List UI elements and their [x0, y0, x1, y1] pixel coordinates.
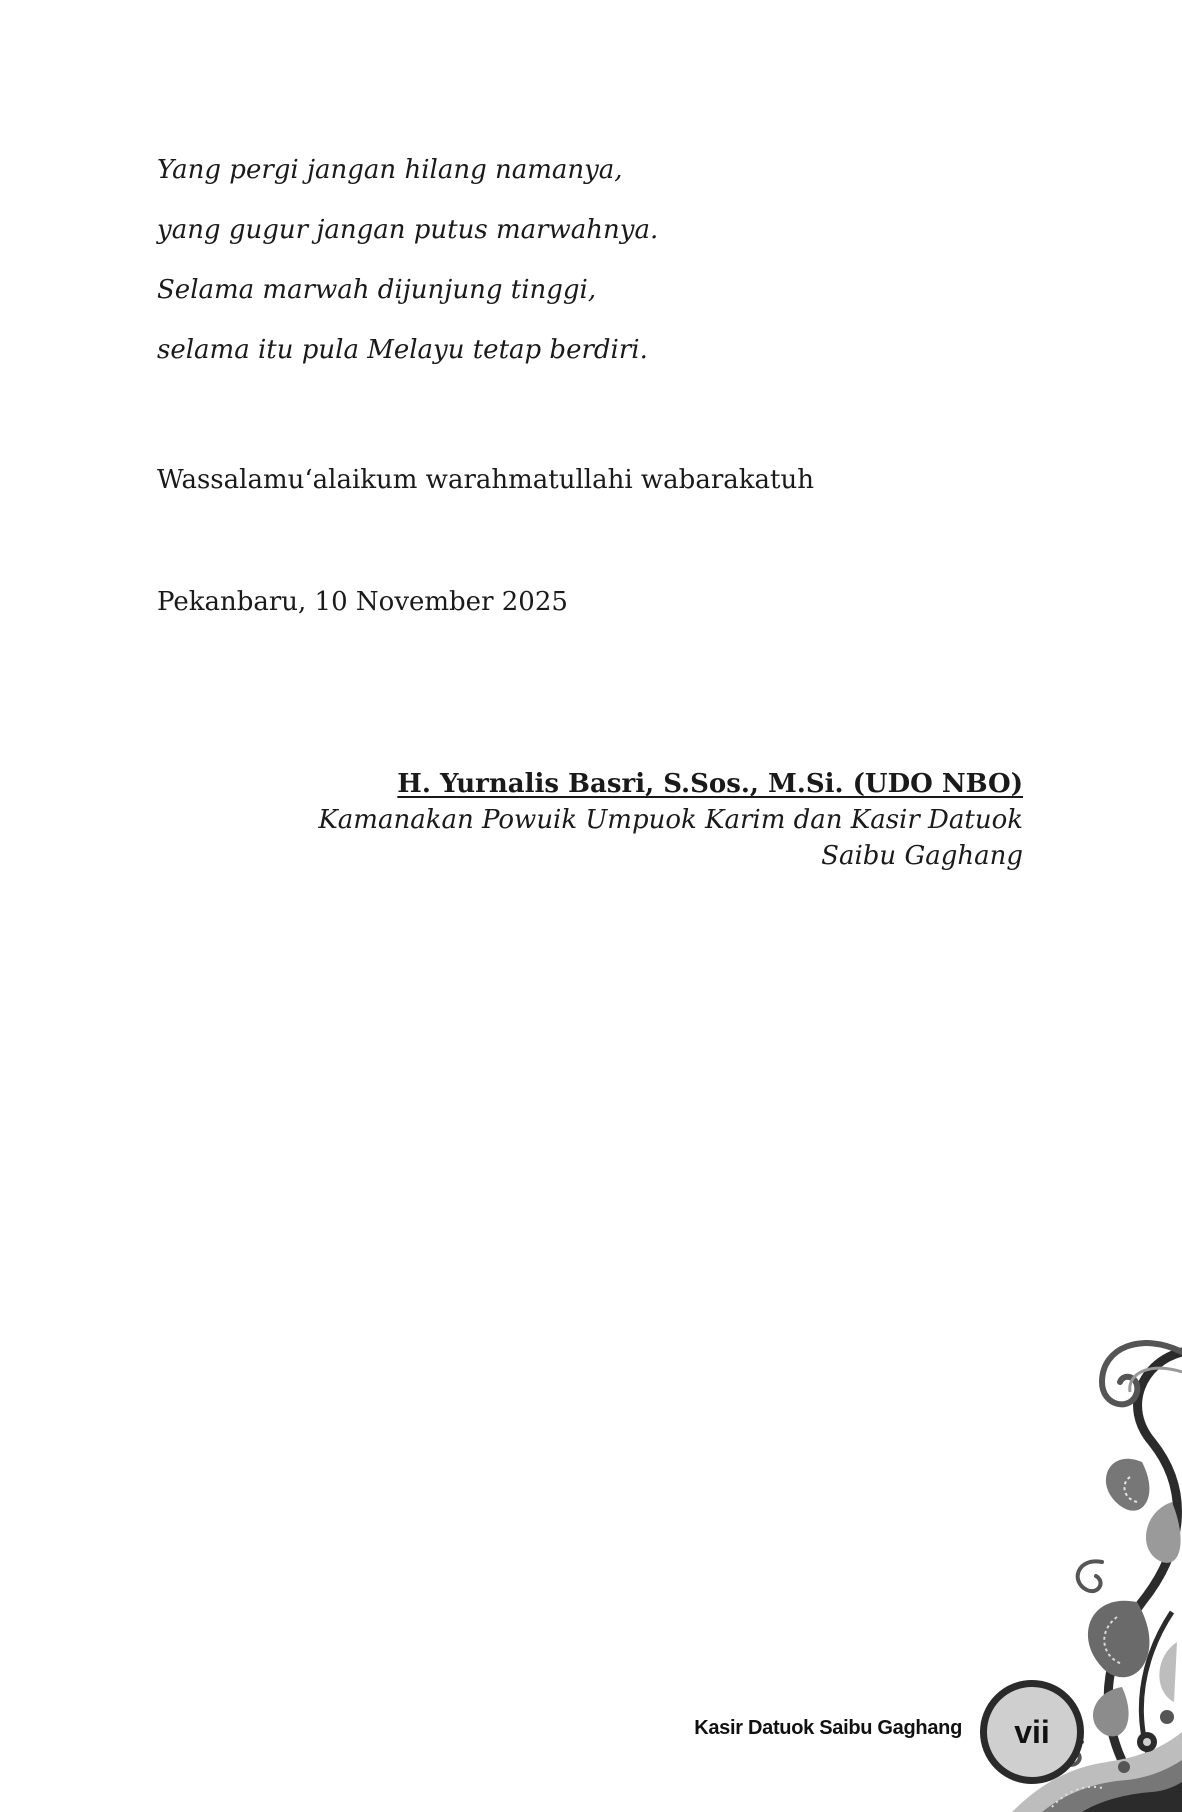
place-date: Pekanbaru, 10 November 2025 — [157, 587, 568, 617]
page-number: vii — [1014, 1713, 1050, 1750]
signature-block — [203, 766, 1023, 874]
footer-book-title: Kasir Datuok Saibu Gaghang — [694, 1717, 962, 1739]
poem-line-2: yang gugur jangan putus marwahnya. — [157, 215, 659, 245]
signatory-name: H. Yurnalis Basri, S.Sos., M.Si. (UDO NBO) — [397, 769, 1023, 799]
page-number-badge — [980, 1680, 1084, 1784]
closing-greeting: Wassalamu‘alaikum warahmatullahi wabarakatuh — [157, 465, 814, 495]
poem-line-4: selama itu pula Melayu tetap berdiri. — [157, 335, 648, 365]
poem-stanza — [157, 155, 957, 395]
signatory-role: Kamanakan Powuik Umpuok Karim dan Kasir Datuok Saibu Gaghang — [318, 805, 1023, 871]
poem-line-3: Selama marwah dijunjung tinggi, — [157, 275, 597, 305]
poem-line-1: Yang pergi jangan hilang namanya, — [157, 155, 623, 185]
